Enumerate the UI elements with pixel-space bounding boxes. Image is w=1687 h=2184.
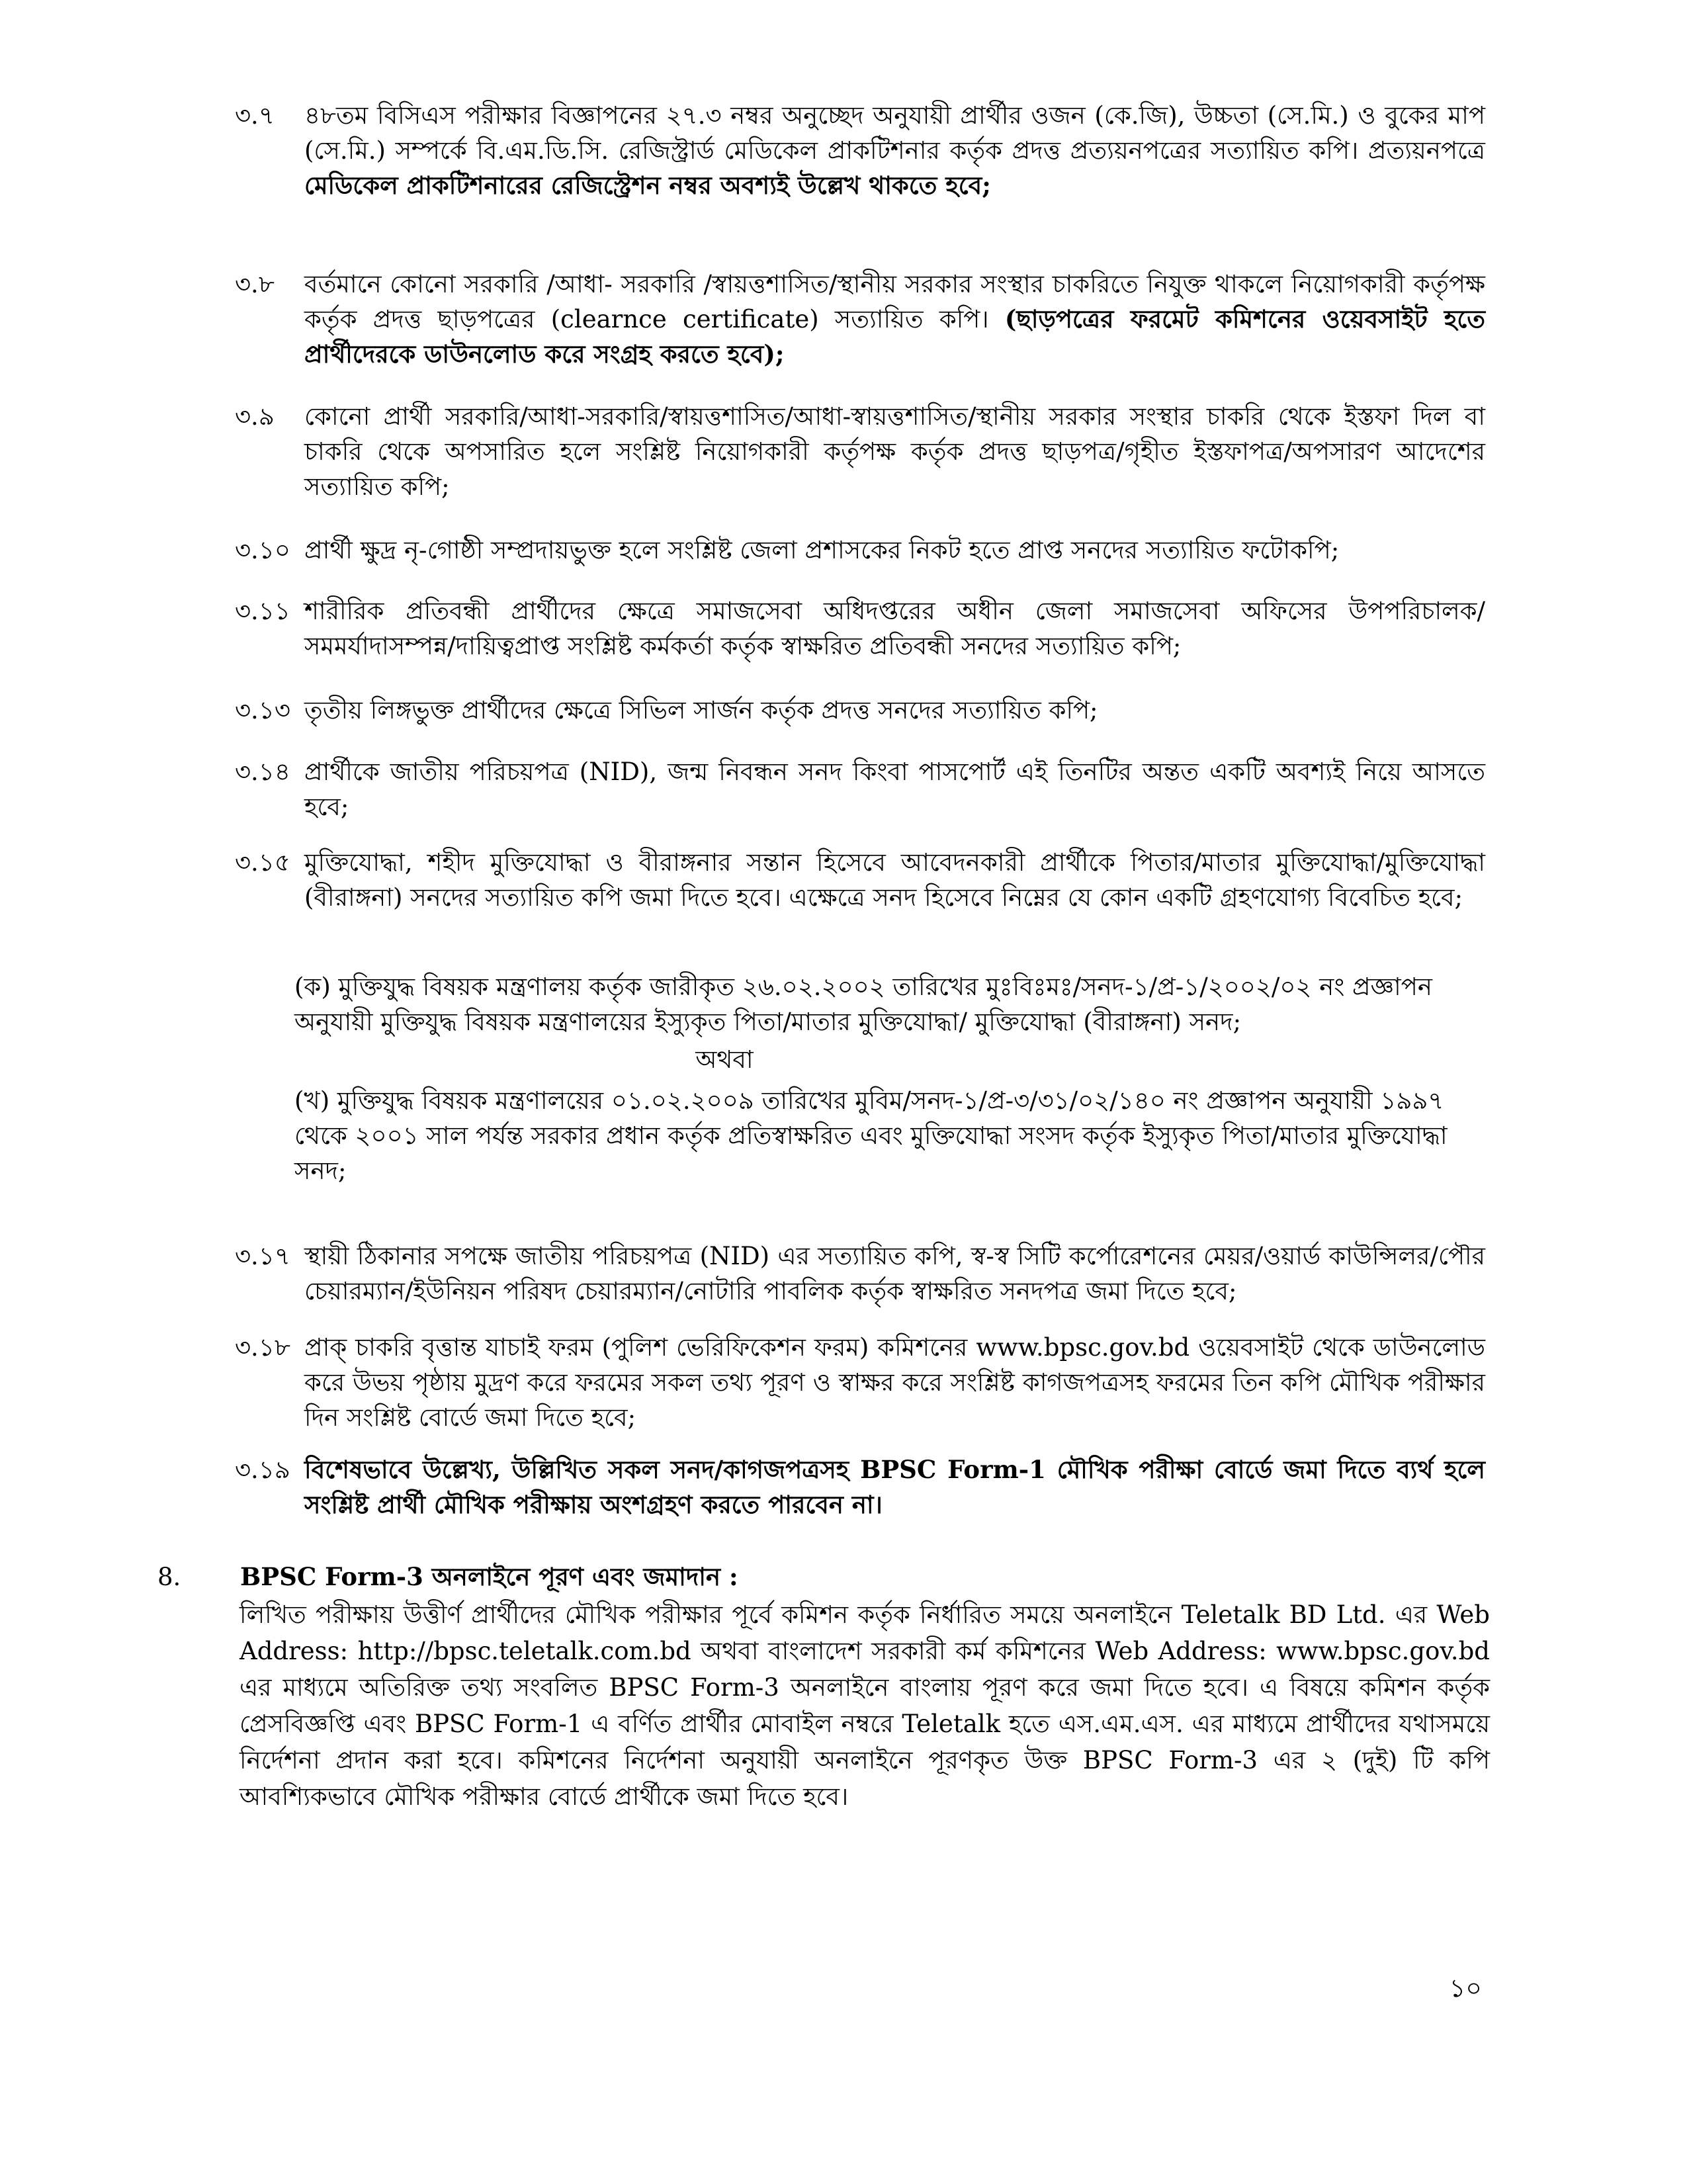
item-text: বর্তমানে কোনো সরকারি /আধা- সরকারি /স্বায়ত্তশাসিত/স্থানীয় সরকার সংস্থার চাকরিতে নিযুক্ত থাকলে নিয়োগকারী কর্তৃপক্ষ কর্তৃক প্রদত্ত ছাড়পত্রের (clearnce certificate) সত্যায়িত কপি।	[304, 270, 1485, 333]
list-item-3-14	[235, 754, 1485, 824]
item-number: ৩.৮	[235, 270, 275, 298]
list-item-3-10	[235, 533, 1485, 568]
list-item-3-15	[235, 845, 1485, 915]
section-title: BPSC Form-3 অনলাইনে পূরণ এবং জমাদান :	[240, 1562, 738, 1591]
item-number: ৩.১৯	[235, 1456, 290, 1484]
section-body: লিখিত পরীক্ষায় উত্তীর্ণ প্রার্থীদের মৌখিক পরীক্ষার পূর্বে কমিশন কর্তৃক নির্ধারিত সময়ে অনলাইনে Teletalk BD Ltd. এর Web Address: http://bpsc.teletalk.com.bd অথবা বাংলাদেশ সরকারী কর্ম কমিশনের Web Address: www.bpsc.gov.bd এর মাধ্যমে অতিরিক্ত তথ্য সংবলিত BPSC Form-3 অনলাইনে বাংলায় পূরণ করে জমা দিতে হবে। এ বিষয়ে কমিশন কর্তৃক প্রেসবিজ্ঞপ্তি এবং BPSC Form-1 এ বর্ণিত প্রার্থীর মোবাইল নম্বরে Teletalk হতে এস.এম.এস. এর মাধ্যমে প্রার্থীদের যথাসময়ে নির্দেশনা প্রদান করা হবে। কমিশনের নির্দেশনা অনুযায়ী অনলাইনে পূরণকৃত উক্ত BPSC Form-3 এর ২ (দুই) টি কপি আবশ্যিকভাবে মৌখিক পরীক্ষার বোর্ডে প্রার্থীকে জমা দিতে হবে।	[239, 1600, 1490, 1811]
list-item-3-13	[235, 693, 1485, 728]
sub-item-kha: (খ) মুক্তিযুদ্ধ বিষয়ক মন্ত্রণালয়ের ০১.০২.২০০৯ তারিখের মুবিম/সনদ-১/প্র-৩/৩১/০২/১৪০ নং প্রজ্ঞাপন অনুযায়ী ১৯৯৭ থেকে ২০০১ সাল পর্যন্ত সরকার প্রধান কর্তৃক প্রতিস্বাক্ষরিত এবং মুক্তিযোদ্ধা সংসদ কর্তৃক ইস্যুকৃত পিতা/মাতার মুক্তিযোদ্ধা সনদ;	[294, 1086, 1448, 1185]
item-number: ৩.১৪	[235, 758, 290, 786]
list-item-3-11	[235, 593, 1485, 664]
item-number: ৩.১৫	[235, 848, 290, 877]
item-text: প্রাক্ চাকরি বৃত্তান্ত যাচাই ফরম (পুলিশ ভেরিফিকেশন ফরম) কমিশনের www.bpsc.gov.bd ওয়েবসাইট থেকে ডাউনলোড করে উভয় পৃষ্ঠায় মুদ্রণ করে ফরমের সকল তথ্য পূরণ ও স্বাক্ষর করে সংশ্লিষ্ট কাগজপত্রসহ ফরমের তিন কপি মৌখিক পরীক্ষার দিন সংশ্লিষ্ট বোর্ডে জমা দিতে হবে;	[304, 1333, 1485, 1432]
item-text: বিশেষভাবে উল্লেখ্য, উল্লিখিত সকল সনদ/কাগজপত্রসহ BPSC Form-1 মৌখিক পরীক্ষা বোর্ডে জমা দিতে ব্যর্থ হলে সংশ্লিষ্ট প্রার্থী মৌখিক পরীক্ষায় অংশগ্রহণ করতে পারবেন না।	[304, 1455, 1485, 1519]
item-text: তৃতীয় লিঙ্গভুক্ত প্রার্থীদের ক্ষেত্রে সিভিল সার্জন কর্তৃক প্রদত্ত সনদের সত্যায়িত কপি;	[304, 696, 1098, 724]
item-number: ৩.১১	[235, 597, 290, 625]
item-text: স্থায়ী ঠিকানার সপক্ষে জাতীয় পরিচয়পত্র (NID) এর সত্যায়িত কপি, স্ব-স্ব সিটি কর্পোরেশনের মেয়র/ওয়ার্ড কাউন্সিলর/পৌর চেয়ারম্যান/ইউনিয়ন পরিষদ চেয়ারম্যান/নোটারি পাবলিক কর্তৃক স্বাক্ষরিত সনদপত্র জমা দিতে হবে;	[304, 1242, 1485, 1305]
item-number: ৩.১০	[235, 536, 290, 564]
item-number: ৩.৭	[235, 101, 275, 130]
list-item-3-7	[235, 98, 1485, 203]
list-item-3-9	[235, 399, 1485, 504]
item-number: ৩.১৮	[235, 1333, 290, 1362]
list-item-3-19	[235, 1452, 1485, 1522]
item-emphasis: মেডিকেল প্রাকটিশনারের রেজিস্ট্রেশন নম্বর অবশ্যই উল্লেখ থাকতে হবে;	[304, 171, 991, 200]
list-item-3-18	[235, 1330, 1485, 1435]
item-text: প্রার্থীকে জাতীয় পরিচয়পত্র (NID), জন্ম নিবন্ধন সনদ কিংবা পাসপোর্ট এই তিনটির অন্তত একটি অবশ্যই নিয়ে আসতে হবে;	[304, 758, 1485, 821]
page-number: ১০	[1449, 1974, 1482, 2003]
item-number: ৩.১৭	[235, 1242, 290, 1270]
section-heading	[157, 1559, 1487, 1594]
item-number: ৩.১৩	[235, 696, 290, 724]
item-text: প্রার্থী ক্ষুদ্র নৃ-গোষ্ঠী সম্প্রদায়ভুক্ত হলে সংশ্লিষ্ট জেলা প্রশাসকের নিকট হতে প্রাপ্ত সনদের সত্যায়িত ফটোকপি;	[304, 536, 1340, 564]
or-separator: অথবা	[695, 1045, 754, 1074]
section-number: 8.	[157, 1563, 181, 1591]
item-text: ৪৮তম বিসিএস পরীক্ষার বিজ্ঞাপনের ২৭.৩ নম্বর অনুচ্ছেদ অনুযায়ী প্রার্থীর ওজন (কে.জি), উচ্চতা (সে.মি.) ও বুকের মাপ (সে.মি.) সম্পর্কে বি.এম.ডি.সি. রেজিস্ট্রার্ড মেডিকেল প্রাকটিশনার কর্তৃক প্রদত্ত প্রত্যয়নপত্রের সত্যায়িত কপি। প্রত্যয়নপত্রে	[304, 101, 1485, 165]
item-emphasis: (ছাড়পত্রের ফরমেট কমিশনের ওয়েবসাইট হতে প্রার্থীদেরকে ডাউনলোড করে সংগ্রহ করতে হবে);	[304, 304, 1486, 369]
list-item-3-8	[235, 267, 1485, 372]
sub-item-ka: (ক) মুক্তিযুদ্ধ বিষয়ক মন্ত্রণালয় কর্তৃক জারীকৃত ২৬.০২.২০০২ তারিখের মুঃবিঃমঃ/সনদ-১/প্র-১/২০০২/০২ নং প্রজ্ঞাপন অনুযায়ী মুক্তিযুদ্ধ বিষয়ক মন্ত্রণালয়ের ইস্যুকৃত পিতা/মাতার মুক্তিযোদ্ধা/ মুক্তিযোদ্ধা (বীরাঙ্গনা) সনদ;	[294, 973, 1432, 1036]
item-text: শারীরিক প্রতিবন্ধী প্রার্থীদের ক্ষেত্রে সমাজসেবা অধিদপ্তরের অধীন জেলা সমাজসেবা অফিসের উপপরিচালক/ সমমর্যাদাসম্পন্ন/দায়িত্বপ্রাপ্ত সংশ্লিষ্ট কর্মকর্তা কর্তৃক স্বাক্ষরিত প্রতিবন্ধী সনদের সত্যায়িত কপি;	[304, 597, 1485, 660]
list-item-3-17	[235, 1239, 1485, 1309]
item-text: মুক্তিযোদ্ধা, শহীদ মুক্তিযোদ্ধা ও বীরাঙ্গনার সন্তান হিসেবে আবেদনকারী প্রার্থীকে পিতার/মাতার মুক্তিযোদ্ধা/মুক্তিযোদ্ধা (বীরাঙ্গনা) সনদের সত্যায়িত কপি জমা দিতে হবে। এক্ষেত্রে সনদ হিসেবে নিম্নের যে কোন একটি গ্রহণযোগ্য বিবেচিত হবে;	[304, 848, 1485, 912]
item-text: কোনো প্রার্থী সরকারি/আধা-সরকারি/স্বায়ত্তশাসিত/আধা-স্বায়ত্তশাসিত/স্থানীয় সরকার সংস্থার চাকরি থেকে ইস্তফা দিল বা চাকরি থেকে অপসারিত হলে সংশ্লিষ্ট নিয়োগকারী কর্তৃপক্ষ কর্তৃক প্রদত্ত ছাড়পত্র/গৃহীত ইস্তফাপত্র/অপসারণ আদেশের সত্যায়িত কপি;	[304, 402, 1485, 501]
item-number: ৩.৯	[235, 402, 275, 431]
